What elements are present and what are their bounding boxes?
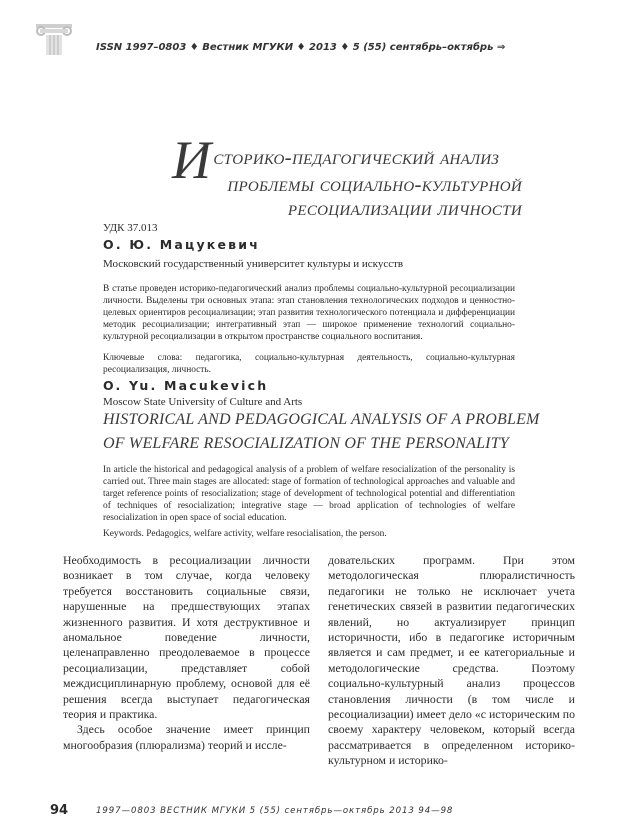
abstract-ru: В статье проведен историко-педагогический анализ проблемы социально-культурной ресоциализации личности. Выделены три основных этапа: этап становления технологических подходов и ценностно-целевых ориентиров ресоциализации; этап развития технологического потенциала и дифференциации методик ресоциализации; интегративный этап — широкое применение технологий социально-культурной ресоциализации в открытом пространстве социального воспитания. (103, 284, 515, 342)
keywords-ru: Ключевые слова: педагогика, социально-культурная деятельность, социально-культурная ресоциализация, личность. (103, 353, 515, 375)
title-dropcap: И (172, 130, 212, 190)
udk-code: УДК 37.013 (103, 222, 158, 234)
title-ru-line-3: ресоциализации личности (287, 196, 522, 220)
body-paragraph: Необходимость в ресоциализации личности возникает в том случае, когда человеку требуется восстановить социальные связи, нарушенные на предшествующих этапах жизненного развития. И хотя деструктивное и аномальное поведение личности, целенаправленно преодолеваемое в процессе ресоциализации, представляет собой междисциплинарную проблему, основой для её решения всегда выступает педагогическая теория и практика. (63, 553, 310, 722)
author-name-en: O. Yu. Macukevich (103, 378, 269, 393)
title-ru-line-1-text: сторико-педагогический анализ (213, 145, 500, 169)
abstract-en: In article the historical and pedagogical analysis of a problem of welfare resocialization of the personality is carried out. Three main stages are allocated: stage of formation of technological approaches and valuable and target reference points of resocialization; stage of development of technological potential and differentiation of techniques of resocialization; integrative stage — broad application of technologies of welfare resocialization in open space of social education. (103, 465, 515, 523)
body-column-left (63, 553, 310, 753)
title-en-line-1: HISTORICAL AND PEDAGOGICAL ANALYSIS OF A PROBLEM (103, 411, 540, 428)
keywords-en: Keywords. Pedagogics, welfare activity, welfare resocialisation, the person. (103, 529, 387, 539)
body-column-right (328, 553, 575, 769)
page-number: 94 (50, 803, 69, 818)
body-paragraph: довательских программ. При этом методологическая плюралистичность педагогики не только не исключает учета генетических связей в развитии педагогических явлений, но актуализирует принцип историчности, ибо в педагогике историчным является и сам предмет, и ее категориальные и методологические средства. Поэтому социально-культурный анализ процессов становления личности (в том числе и ресоциализации) имеет дело «с историческим по своему характеру человеком, который всегда рассматривается в определенном историко-культурном и историко- (328, 553, 575, 768)
author-name-ru: О. Ю. Мацукевич (103, 237, 260, 252)
body-paragraph: Здесь особое значение имеет принцип многообразия (плюрализма) теорий и иссле- (63, 722, 310, 752)
column-capital-logo-icon (34, 20, 74, 58)
affiliation-ru: Московский государственный университет культуры и искусств (103, 258, 404, 270)
title-en-line-2: OF WELFARE RESOCIALIZATION OF THE PERSONALITY (103, 435, 509, 452)
journal-header: ISSN 1997–0803 ♦ Вестник МГУКИ ♦ 2013 ♦ 5 (55) сентябрь–октябрь ⇒ (96, 42, 506, 53)
affiliation-en: Moscow State University of Culture and Arts (103, 396, 303, 408)
journal-footer: 1997—0803 ВЕСТНИК МГУКИ 5 (55) сентябрь—октябрь 2013 94—98 (96, 806, 454, 816)
title-ru-line-2: проблемы социально-культурной (227, 172, 522, 196)
